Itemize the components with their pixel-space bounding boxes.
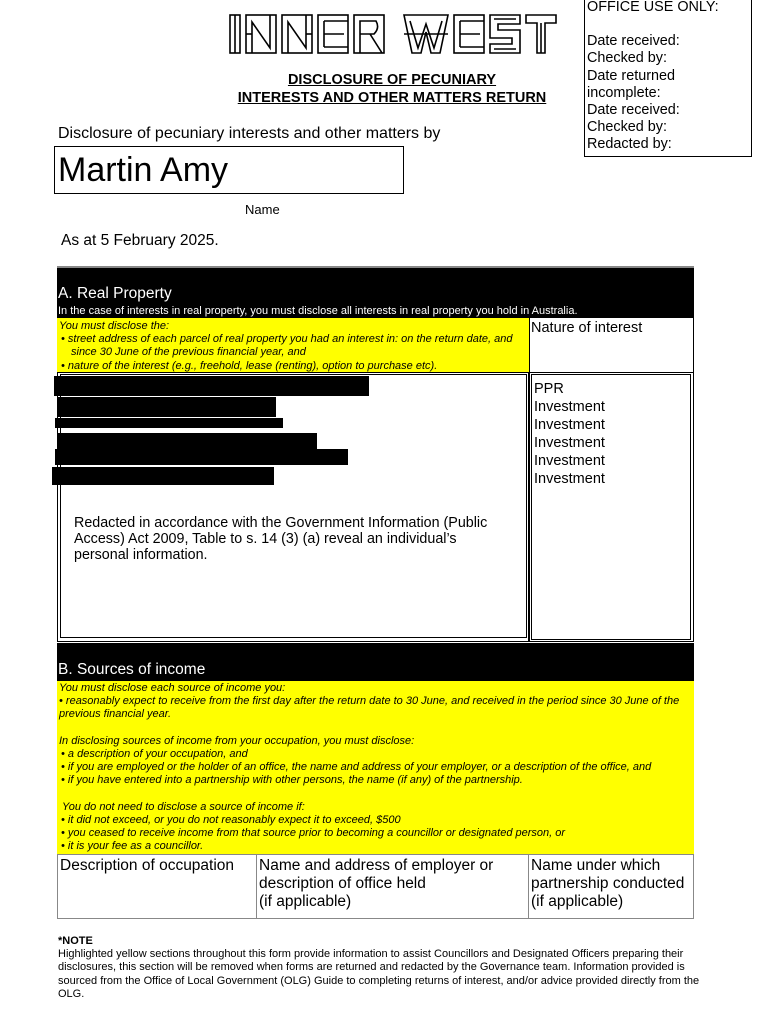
guidance-bullet: • if you are employed or the holder of an office, the name and address of your employer, or a description of the office, and [61, 761, 652, 774]
footnote [58, 935, 726, 1001]
guidance-bullet: • you ceased to receive income from that source prior to becoming a councillor or designated person, or [61, 827, 566, 840]
guidance-bullet: • it did not exceed, or you do not reasonably expect it to exceed, $500 [61, 814, 401, 826]
redaction-block [55, 449, 348, 465]
guidance-intro: You must disclose the: [59, 320, 170, 332]
guidance-para: You must disclose each source of income you: [59, 682, 286, 694]
form-title-line2: INTERESTS AND OTHER MATTERS RETURN [237, 90, 547, 106]
note-title: *NOTE [58, 935, 93, 947]
guidance-bullet: • nature of the interest (e.g., freehold, lease (renting), option to purchase etc). [61, 359, 438, 372]
office-use-line: Redacted by: [587, 136, 672, 153]
note-text: Highlighted yellow sections throughout this form provide information to assist Councillors and Designated Officers preparing their disclosures, this section will be removed when forms are returned and redacted by the Governance team. Information provided is sourced from the Office of Local Government (OLG) Guide to completing returns of interest, and/or advice provided directly from the OLG. [58, 948, 700, 1000]
redaction-block [54, 376, 369, 396]
nature-of-interest-header: Nature of interest [529, 318, 694, 373]
inner-west-logo [228, 12, 558, 56]
form-title-line1: DISCLOSURE OF PECUNIARY [287, 72, 497, 88]
office-use-title: OFFICE USE ONLY: [587, 0, 719, 15]
as-at-date: As at 5 February 2025. [61, 232, 219, 249]
nature-value: Investment [534, 399, 605, 415]
redaction-block [57, 397, 276, 417]
income-table-header [57, 854, 694, 919]
guidance-para: You do not need to disclose a source of income if: [62, 800, 305, 813]
office-use-line: Date received: [587, 33, 680, 50]
guidance-bullet: • if you have entered into a partnership with other persons, the name (if any) of the partnership. [61, 774, 523, 787]
redaction-block [55, 418, 283, 428]
guidance-para: In disclosing sources of income from your occupation, you must disclose: [59, 734, 415, 747]
nature-value: Investment [534, 435, 605, 451]
redaction-block [52, 467, 274, 485]
section-a-subheading: In the case of interests in real property, you must disclose all interests in real property you hold in Australia. [58, 305, 578, 317]
nature-value: Investment [534, 471, 605, 487]
office-use-line: Checked by: [587, 50, 667, 67]
form-title [200, 71, 584, 107]
section-b-header [57, 643, 694, 681]
office-use-line: Date returned [587, 67, 675, 84]
section-a-header [57, 266, 694, 318]
guidance-para: • reasonably expect to receive from the first day after the return date to 30 June, and received in the period since 30 June of the previous financial year. [59, 695, 680, 721]
office-use-line: Checked by: [587, 119, 667, 136]
office-use-line: incomplete: [587, 84, 661, 101]
nature-value: PPR [534, 381, 564, 397]
redaction-block [58, 433, 317, 449]
nature-value: Investment [534, 417, 605, 433]
guidance-bullet: • it is your fee as a councillor. [61, 840, 204, 853]
office-use-box [584, 0, 752, 157]
column-employer: Name and address of employer or description of office held (if applicable) [257, 855, 529, 918]
section-b-guidance [57, 681, 694, 854]
redaction-note: Redacted in accordance with the Government Information (Public Access) Act 2009, Table to s. 14 (3) (a) reveal an individual’s personal information. [74, 515, 488, 564]
name-label: Name [245, 202, 280, 217]
nature-of-interest-list [534, 380, 605, 488]
section-a-guidance [57, 318, 529, 372]
office-use-line: Date received: [587, 102, 680, 119]
guidance-bullet: • street address of each parcel of real property you had an interest in: on the return date, and since 30 June of the previous financial year, and [61, 333, 513, 359]
disclosure-by-label: Disclosure of pecuniary interests and other matters by [58, 125, 441, 142]
section-b-heading: B. Sources of income [58, 661, 206, 678]
section-a-heading: A. Real Property [58, 285, 172, 302]
name-field[interactable]: Martin Amy [54, 146, 404, 194]
column-partnership: Name under which partnership conducted (if applicable) [531, 857, 685, 910]
guidance-bullet: • a description of your occupation, and [61, 748, 248, 760]
nature-value: Investment [534, 453, 605, 469]
column-occupation: Description of occupation [58, 855, 257, 918]
